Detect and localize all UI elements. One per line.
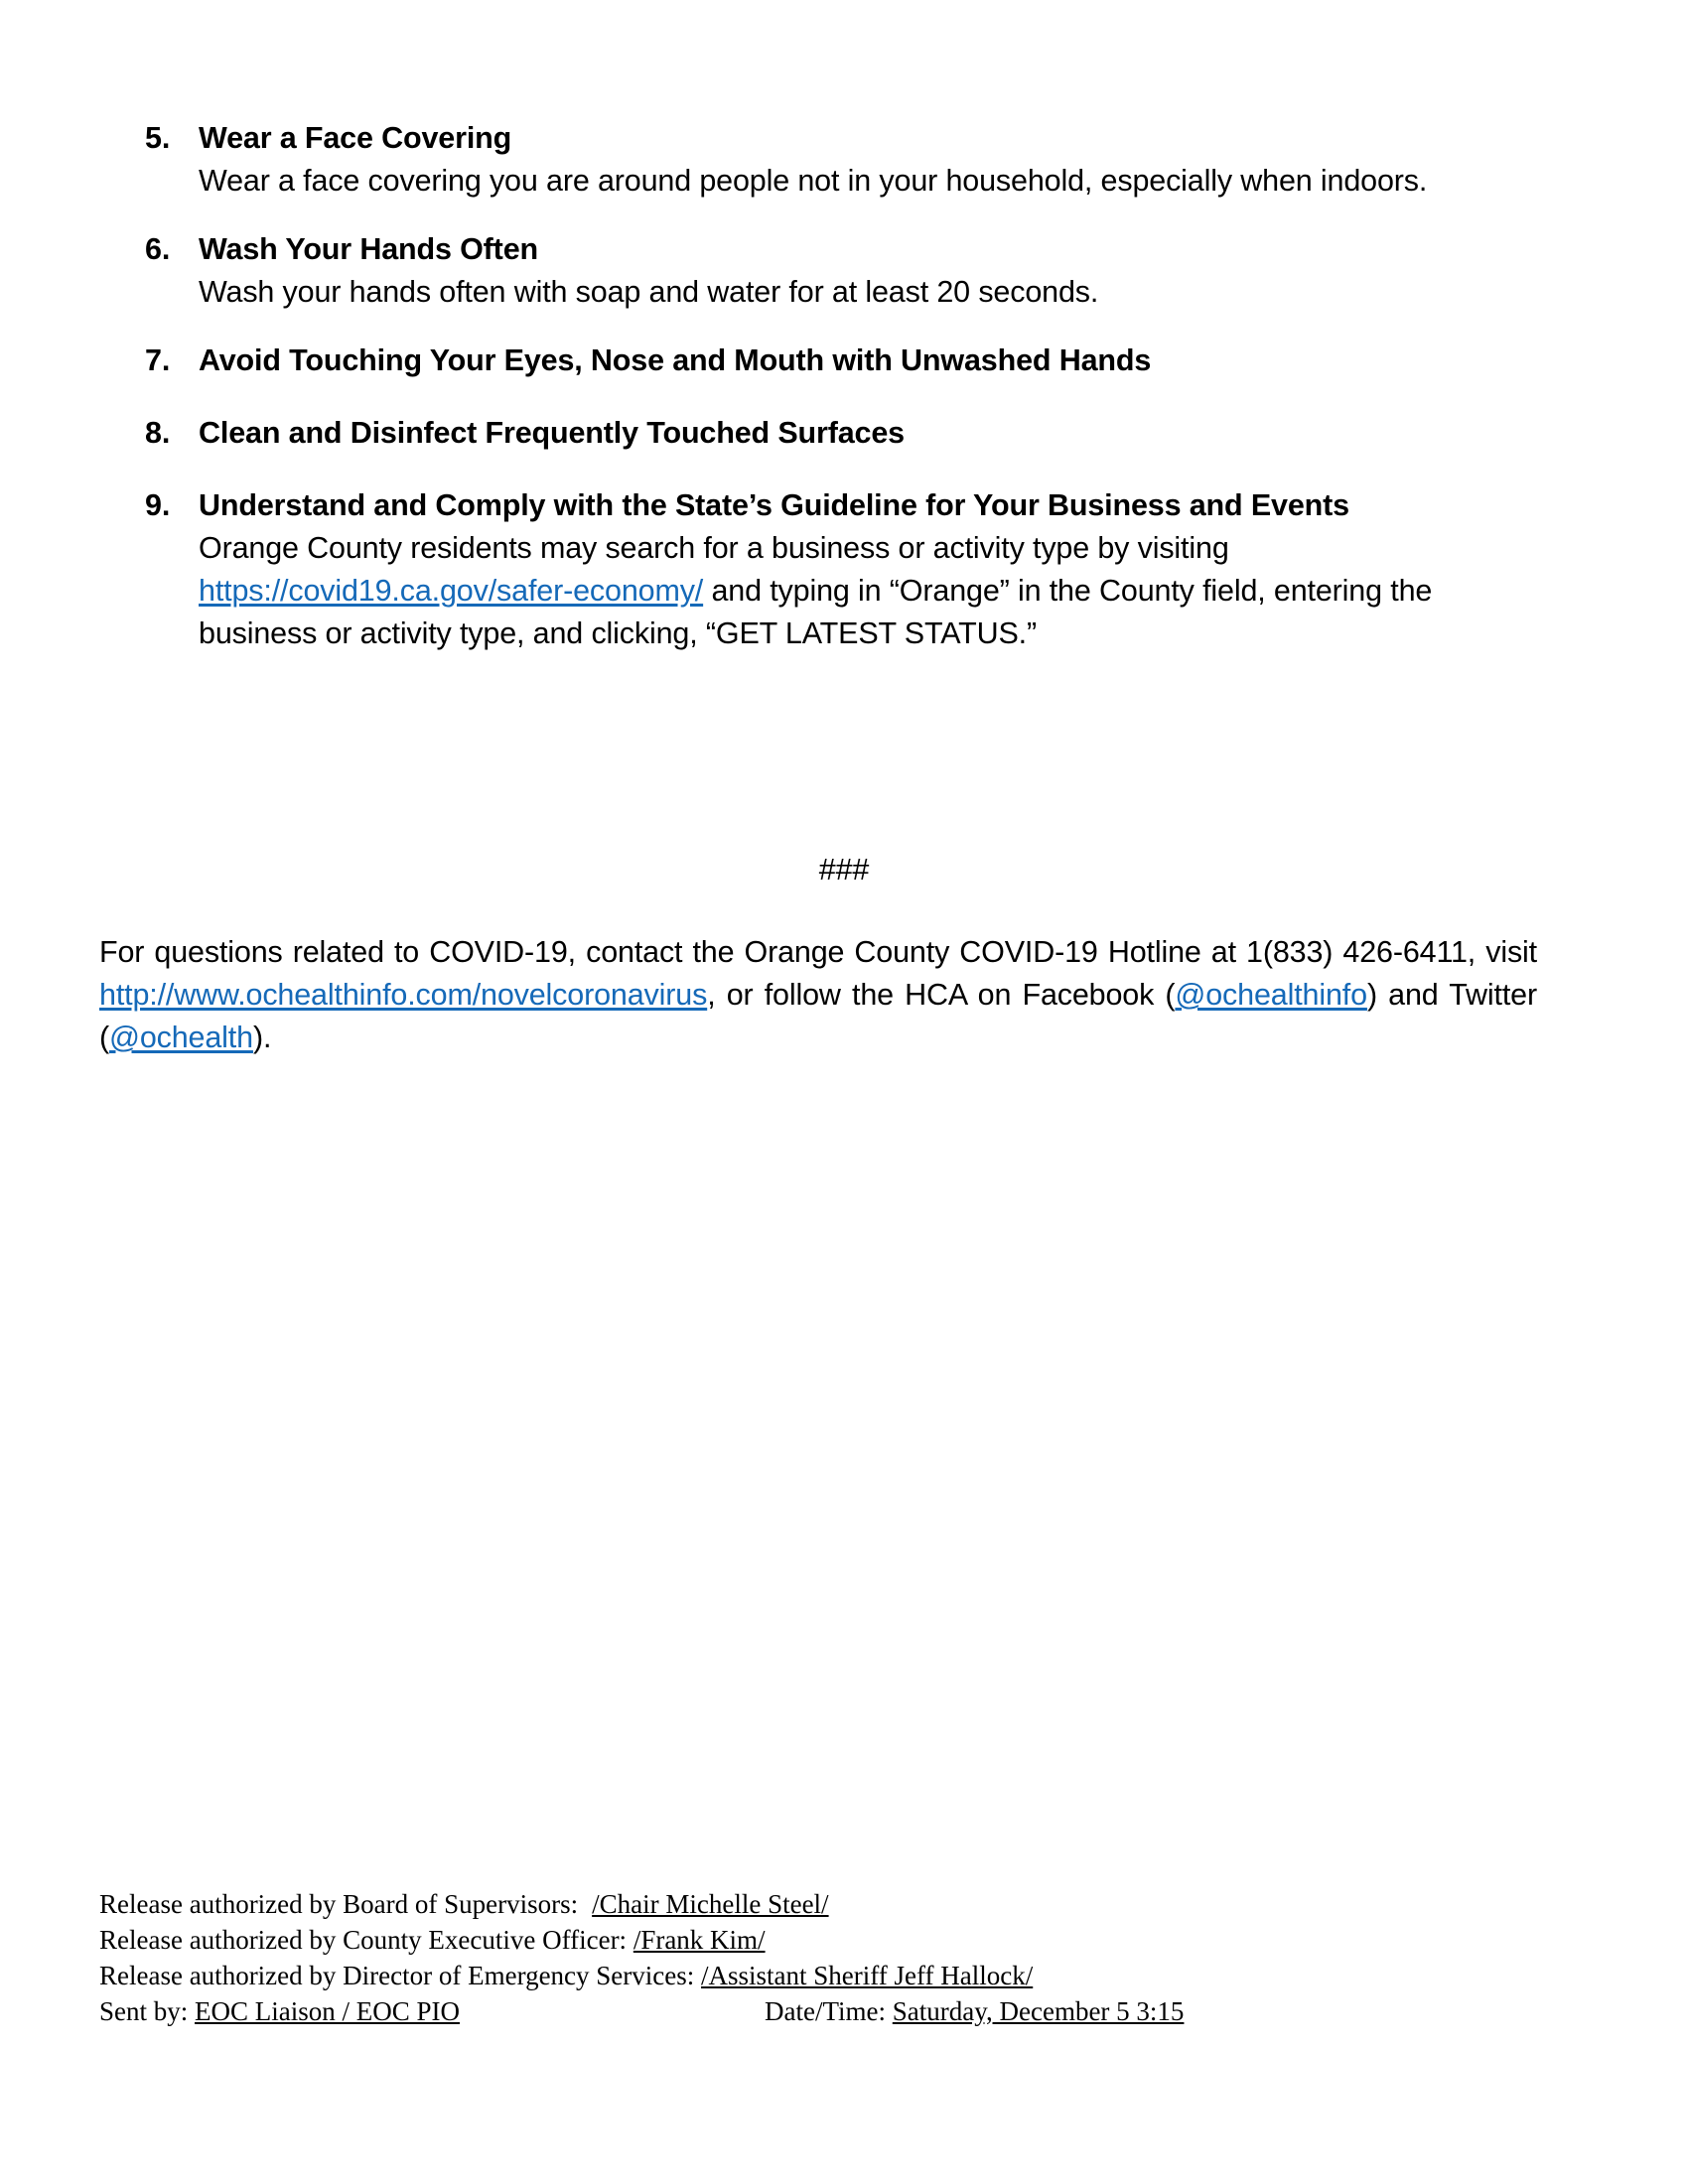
footer-value: /Chair Michelle Steel/ <box>592 1889 829 1919</box>
body-text-before-link: Orange County residents may search for a business or activity type by visiting <box>199 531 1229 565</box>
list-item <box>99 228 1450 314</box>
list-item-heading: Clean and Disinfect Frequently Touched Surfaces <box>199 416 905 450</box>
footer-label-date-time: Date/Time: <box>765 1996 887 2026</box>
footer-row-board-of-supervisors <box>99 1886 1489 1922</box>
section-divider: ### <box>818 853 870 887</box>
list-item-heading: Avoid Touching Your Eyes, Nose and Mouth with Unwashed Hands <box>199 343 1152 377</box>
footer-label: Release authorized by Board of Supervisors: <box>99 1889 579 1919</box>
list-item-number: 6. <box>145 232 171 266</box>
list-item-body <box>199 527 1450 655</box>
list-item-number: 9. <box>145 488 171 522</box>
ochealthinfo-website-link[interactable]: http://www.ochealthinfo.com/novelcoronavirus <box>99 978 708 1012</box>
list-item <box>99 484 1450 655</box>
footer-label-sent-by: Sent by: <box>99 1996 189 2026</box>
authorization-footer <box>99 1886 1489 2029</box>
list-item-number: 8. <box>145 416 171 450</box>
list-item <box>99 117 1450 203</box>
list-item-number: 5. <box>145 121 171 155</box>
twitter-handle-link[interactable]: @ochealth <box>109 1021 253 1054</box>
list-item-body: Wash your hands often with soap and water for at least 20 seconds. <box>199 275 1099 309</box>
contact-text-part4: ). <box>252 1021 272 1054</box>
body-text-after-link: and typing in “Orange” in the County field, entering the business or activity type, and clicking, “GET LATEST STATUS.” <box>199 574 1433 650</box>
footer-value: /Assistant Sheriff Jeff Hallock/ <box>701 1961 1034 1990</box>
footer-value: /Frank Kim/ <box>633 1925 766 1955</box>
contact-paragraph <box>99 931 1537 1059</box>
footer-row-sent-by <box>99 1993 1489 2029</box>
footer-label: Release authorized by County Executive Officer: <box>99 1925 628 1955</box>
footer-row-director-emergency-services <box>99 1958 1489 1993</box>
contact-text-part2: , or follow the HCA on Facebook ( <box>707 978 1176 1012</box>
contact-text-part3: ) and Twitter ( <box>99 978 1538 1054</box>
list-item-heading: Understand and Comply with the State’s Guideline for Your Business and Events <box>199 488 1349 522</box>
guidelines-list <box>99 117 1450 681</box>
footer-value-sent-by: EOC Liaison / EOC PIO <box>195 1996 461 2026</box>
list-item-number: 7. <box>145 343 171 377</box>
footer-datetime-group <box>765 1993 1184 2029</box>
list-item-body: Wear a face covering you are around people not in your household, especially when indoors. <box>199 164 1428 198</box>
safer-economy-link[interactable]: https://covid19.ca.gov/safer-economy/ <box>199 574 704 608</box>
list-item <box>99 340 1450 382</box>
list-item-heading: Wear a Face Covering <box>199 121 512 155</box>
facebook-handle-link[interactable]: @ochealthinfo <box>1175 978 1367 1012</box>
list-item <box>99 412 1450 455</box>
footer-label: Release authorized by Director of Emergency Services: <box>99 1961 695 1990</box>
footer-row-county-executive-officer <box>99 1922 1489 1958</box>
footer-value-date-time: Saturday, December 5 3:15 <box>892 1996 1185 2026</box>
contact-text-part1: For questions related to COVID-19, contact the Orange County COVID-19 Hotline at 1(833) 426-6411, visit <box>99 935 1537 969</box>
list-item-heading: Wash Your Hands Often <box>199 232 538 266</box>
